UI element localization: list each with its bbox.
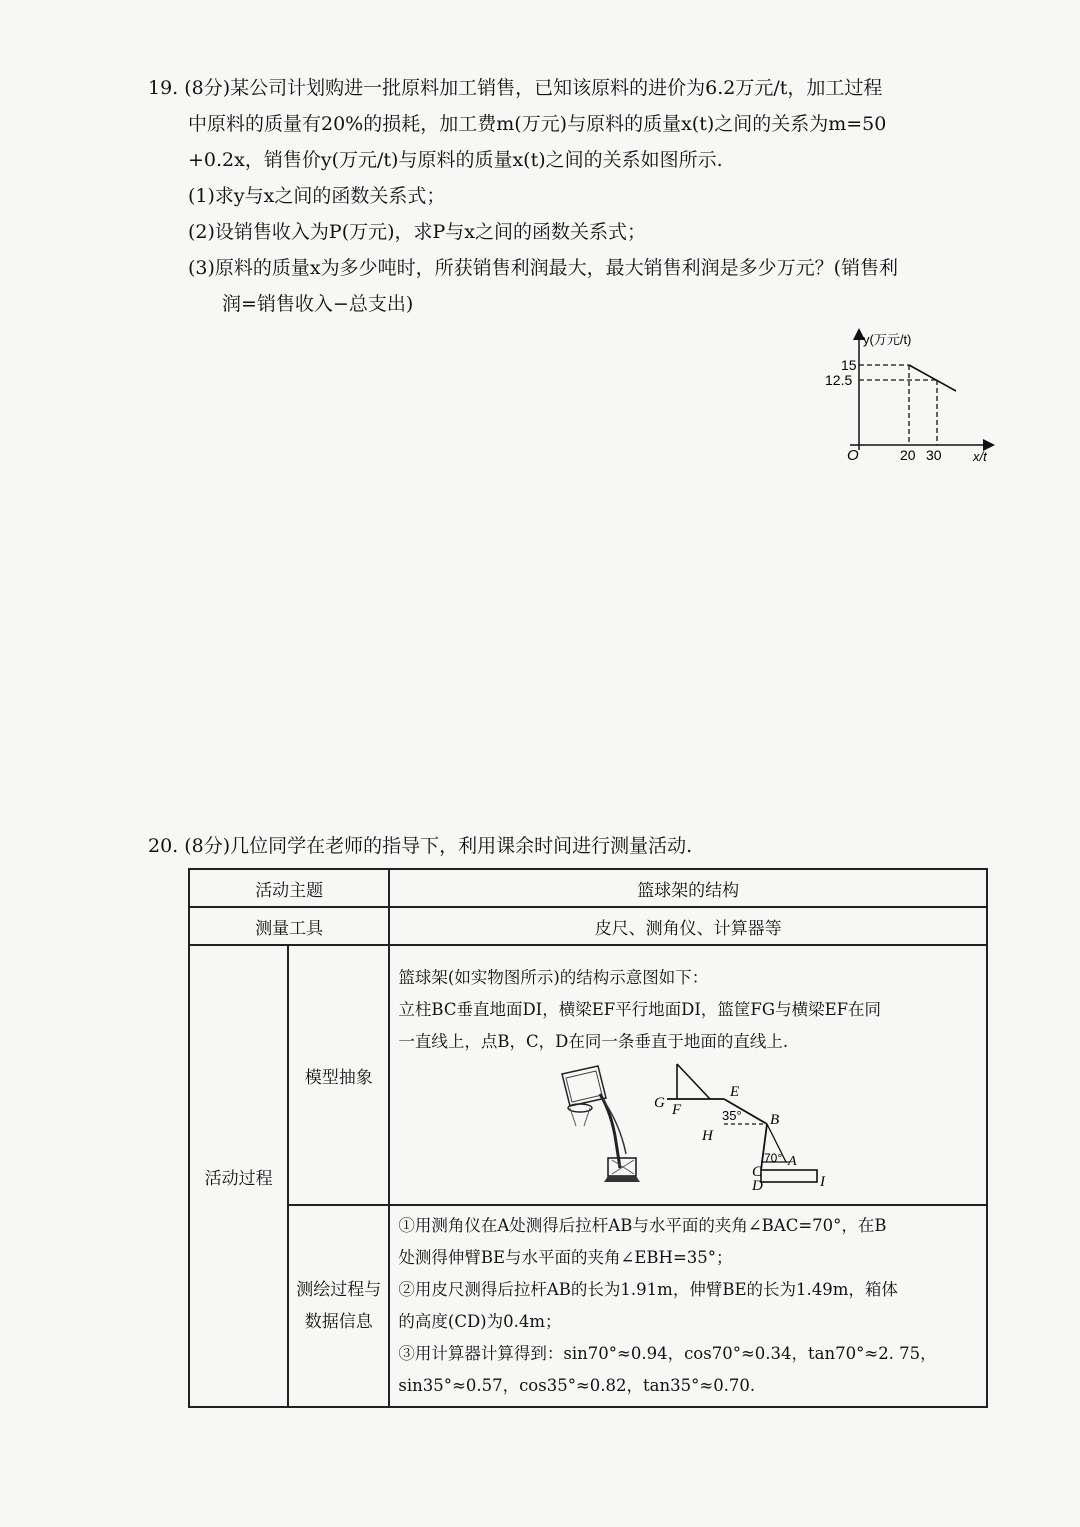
- table-row: [189, 869, 987, 907]
- label-C: C: [752, 1164, 763, 1180]
- table-row: [189, 907, 987, 945]
- label-70: 70°: [764, 1151, 783, 1165]
- label-H: H: [702, 1128, 714, 1144]
- data-line-4: 的高度(CD)为0.4m；: [398, 1312, 562, 1331]
- theme-value: 篮球架的结构: [389, 869, 987, 907]
- survey-label: [288, 1205, 389, 1407]
- activity-table: [188, 868, 988, 1408]
- label-A: A: [788, 1154, 797, 1169]
- model-line-2: 立柱BC垂直地面DI，横梁EF平行地面DI，篮筐FG与横梁EF在同: [398, 1000, 882, 1019]
- data-line-2: 处测得伸臂BE与水平面的夹角∠EBH=35°；: [398, 1248, 733, 1267]
- q19-part1: (1)求y与x之间的函数关系式；: [188, 185, 446, 207]
- q19-part2: (2)设销售收入为P(万元)，求P与x之间的函数关系式；: [188, 221, 647, 243]
- q19-part3b: 润=销售收入−总支出): [222, 293, 414, 315]
- price-graph: [810, 325, 1000, 465]
- label-35: 35°: [722, 1108, 743, 1123]
- model-content: [389, 945, 987, 1205]
- structure-diagram: [640, 1062, 840, 1192]
- table-row: [189, 945, 987, 1205]
- label-I: I: [820, 1174, 826, 1190]
- price-line: [909, 365, 956, 391]
- x-tick-30: 30: [926, 447, 942, 463]
- diagram-area: [390, 1062, 986, 1192]
- origin-label: O: [847, 447, 859, 464]
- q19-line2: 中原料的质量有20%的损耗，加工费m(万元)与原料的质量x(t)之间的关系为m=50: [188, 113, 887, 135]
- data-content: [389, 1205, 987, 1407]
- q20-header: 20. (8分)几位同学在老师的指导下，利用课余时间进行测量活动.: [148, 835, 693, 857]
- label-E: E: [730, 1084, 740, 1100]
- model-label: 模型抽象: [288, 945, 389, 1205]
- process-label: 活动过程: [189, 945, 288, 1407]
- data-line-3: ②用皮尺测得后拉杆AB的长为1.91m，伸臂BE的长为1.49m，箱体: [398, 1280, 898, 1299]
- model-line-1: 篮球架(如实物图所示)的结构示意图如下：: [398, 968, 709, 987]
- q19-line3: +0.2x，销售价y(万元/t)与原料的质量x(t)之间的关系如图所示.: [188, 149, 723, 171]
- x-axis-label: x/t: [973, 449, 987, 464]
- tools-value: 皮尺、测角仪、计算器等: [389, 907, 987, 945]
- question-19: [148, 70, 998, 322]
- data-line-6: sin35°≈0.57，cos35°≈0.82，tan35°≈0.70.: [398, 1376, 756, 1395]
- data-line-5: ③用计算器计算得到：sin70°≈0.94，cos70°≈0.34，tan70°≈2. 75，: [398, 1344, 937, 1363]
- survey-label-1: 测绘过程与: [296, 1280, 382, 1300]
- model-line-3: 一直线上，点B，C，D在同一条垂直于地面的直线上.: [398, 1032, 789, 1051]
- label-B: B: [770, 1112, 780, 1128]
- q19-header: 19. (8分)某公司计划购进一批原料加工销售，已知该原料的进价为6.2万元/t，加工过程: [148, 77, 883, 99]
- y-tick-15: 15: [841, 357, 857, 373]
- theme-label: 活动主题: [189, 869, 389, 907]
- label-G: G: [654, 1095, 666, 1111]
- q19-part3a: (3)原料的质量x为多少吨时，所获销售利润最大，最大销售利润是多少万元？(销售利: [188, 257, 899, 279]
- y-axis-label: y(万元/t): [863, 332, 912, 347]
- tools-label: 测量工具: [189, 907, 389, 945]
- label-D: D: [752, 1178, 764, 1192]
- data-line-1: ①用测角仪在A处测得后拉杆AB与水平面的夹角∠BAC=70°，在B: [398, 1216, 887, 1235]
- table-row: [189, 1205, 987, 1407]
- label-F: F: [672, 1102, 682, 1118]
- x-tick-20: 20: [900, 447, 916, 463]
- y-tick-12-5: 12.5: [825, 372, 853, 388]
- survey-label-2: 数据信息: [304, 1312, 373, 1332]
